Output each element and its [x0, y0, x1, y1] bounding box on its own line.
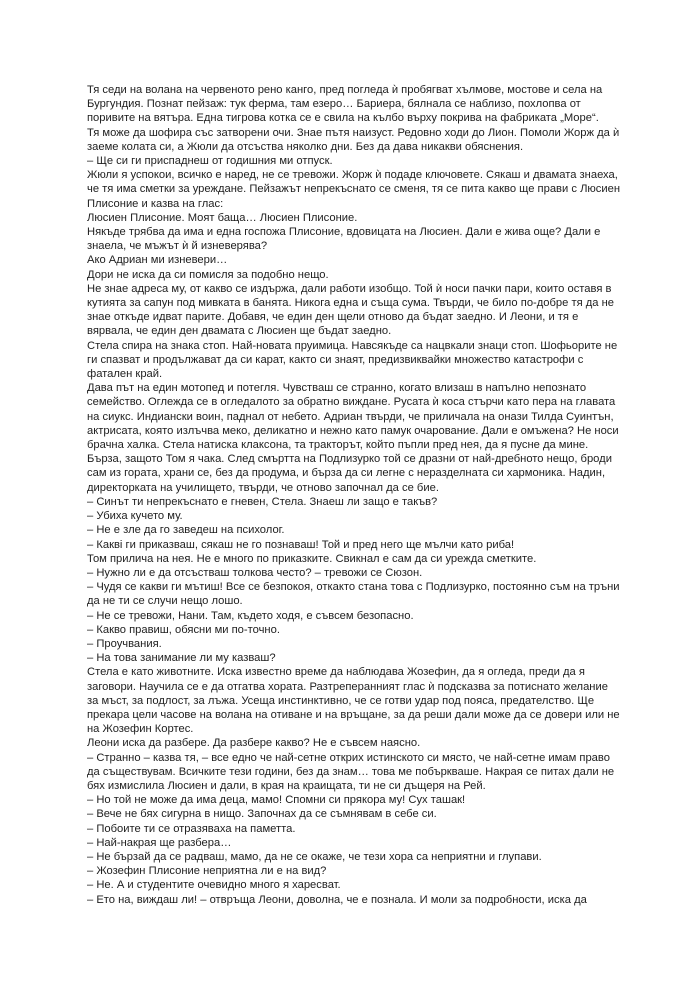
paragraph: Том прилича на нея. Не е много по приказките. Свикнал е сам да си урежда сметките.	[87, 552, 537, 565]
dialogue-line: – Жозефин Плисоние неприятна ли е на вид?	[87, 865, 327, 878]
dialogue-line: – Убиха кучето му.	[87, 510, 183, 523]
dialogue-line: – Ето на, виждаш ли! – отвръща Леони, доволна, че е познала. И моли за подробности, иска да	[87, 893, 587, 906]
paragraph: Дори не иска да си помисля за подобно нещо.	[87, 268, 329, 281]
dialogue-line: – Не бързай да се радваш, мамо, да не се окаже, че тези хора са неприятни и глупави.	[87, 850, 542, 863]
paragraph: Някъде трябва да има и една госпожа Плисоние, вдовицата на Люсиен. Дали е жива още? Дали е знаела, че мъжът ѝ й изневерява?	[87, 226, 601, 253]
paragraph: Стела е като животните. Иска известно време да наблюдава Жозефин, да я огледа, преди да я заговори. Научила се е да отгатва хората. Разтреперанният глас ѝ подсказва за потиснато желание за мъст, за подлост, за лъжа. Усеща инстинктивно, че се готви удар под пояса, предателство. Ще прекара цели часове на волана на отиване и на връщане, за да реши дали може да се довери или не на Жозефин Кортес.	[87, 666, 620, 736]
dialogue-line: – Не. А и студентите очевидно много я харесват.	[87, 879, 341, 892]
dialogue-line: – Вече не бях сигурна в нищо. Започнах да се съмнявам в себе си.	[87, 808, 437, 821]
paragraph: – Ще си ги приспаднеш от годишния ми отпуск.	[87, 155, 333, 168]
paragraph: Жюли я успокои, всичко е наред, не се тревожи. Жорж ѝ подаде ключовете. Сякаш и двамата знаеха, че тя има сметки за уреждане. Пейзажът непрекъснато се сменя, тя се пита какво ще прави с Люсиен Плисоние и казва на глас:	[87, 169, 621, 210]
document-body	[87, 83, 622, 907]
paragraph: Не знае адреса му, от какво се издържа, дали работи изобщо. Той ѝ носи пачки пари, които оставя в кутията за сапун под мивката в банята. Никога една и съща сума. Твърди, че било по-добре тя да не знае откъде идват парите. Добавя, че един ден щели отново да бъдат заедно. И Леони, и тя е вярвала, че един ден двамата с Люсиен ще бъдат заедно.	[87, 282, 615, 338]
dialogue-line: – Чудя се какви ги мътиш! Все се безпокоя, откакто стана това с Подлизурко, постоянно съм на тръни да не ти се случи нещо лошо.	[87, 581, 620, 608]
paragraph: Ако Адриан ми изневери…	[87, 254, 228, 267]
dialogue-line: – Синът ти непрекъснато е гневен, Стела. Знаеш ли защо е такъв?	[87, 495, 438, 508]
dialogue-line: – Нужно ли е да отсъстваш толкова често? – тревожи се Сюзон.	[87, 566, 423, 579]
dialogue-line: – Какво правиш, обясни ми по-точно.	[87, 623, 280, 636]
paragraph: Дава път на един мотопед и потегля. Чувстваш се странно, когато влизаш в напълно непознато семейство. Оглежда се в огледалото за обратно виждане. Русата ѝ коса стърчи като пера на главата на сиукс. Индиански воин, паднал от небето. Адриан твърди, че приличала на онази Тилда Суинтън, актрисата, която излъчва меко, деликатно и нежно като памук очарование. Дали е омъжена? Не носи брачна халка. Стела натиска клаксона, та тракторът, който пъпли пред нея, да я пусне да мине. Бърза, защото Том я чака. След смъртта на Подлизурко той се дразни от най-дребното нещо, броди сам из гората, храни се, без да продума, и бърза да си легне с неразделната си хармоника. Надин, директорката на училището, твърди, че отново започнал да се бие.	[87, 382, 619, 494]
paragraph: Леони иска да разбере. Да разбере какво? Не е съвсем наясно.	[87, 737, 421, 750]
dialogue-line: – Не се тревожи, Нани. Там, където ходя, е съвсем безопасно.	[87, 609, 414, 622]
dialogue-line: – Не е зле да го заведеш на психолог.	[87, 524, 285, 537]
paragraph: Тя седи на волана на червеното рено канго, пред погледа ѝ пробягват хълмове, мостове и села на Бургундия. Познат пейзаж: тук ферма, там езеро… Бариера, бялнала се наблизо, похлопва от поривите на вятъра. Една тигрова котка се е свила на кълбо върху покрива на фабриката „Море“.	[87, 84, 603, 125]
dialogue-line: – Но той не може да има деца, мамо! Спомни си прякора му! Сух ташак!	[87, 794, 466, 807]
dialogue-line: – Побоите ти се отразяваха на паметта.	[87, 822, 296, 835]
dialogue-line: – Проучвания.	[87, 637, 162, 650]
paragraph: Тя може да шофира със затворени очи. Знае пътя наизуст. Редовно ходи до Лион. Помоли Жорж да ѝ заеме колата си, а Жюли да отсъства няколко дни. Без да дава никакви обяснения.	[87, 126, 620, 153]
dialogue-line: – Най-накрая ще разбера…	[87, 836, 232, 849]
paragraph: Люсиен Плисоние. Моят баща… Люсиен Плисоние.	[87, 211, 358, 224]
paragraph: Стела спира на знака стоп. Най-новата пруимица. Навсякъде са нацвкали знаци стоп. Шофьорите не ги спазват и продължават да си карат, както си знаят, предизвиквайки множество катастрофи с фатален край.	[87, 339, 618, 381]
dialogue-line: – Каквi ги приказваш, сякаш не го познаваш! Той и пред него ще мълчи като риба!	[87, 538, 515, 551]
dialogue-line: – Странно – казва тя, – все едно че най-сетне открих истинското си място, че най-сетне имам право да съществувам. Всичките тези години, без да знам… това ме побъркваше. Накрая се питах дали не бях измислила Люсиен и дали, в края на краищата, ти не си дъщеря на Рей.	[87, 751, 615, 792]
dialogue-line: – На това занимание ли му казваш?	[87, 652, 276, 665]
